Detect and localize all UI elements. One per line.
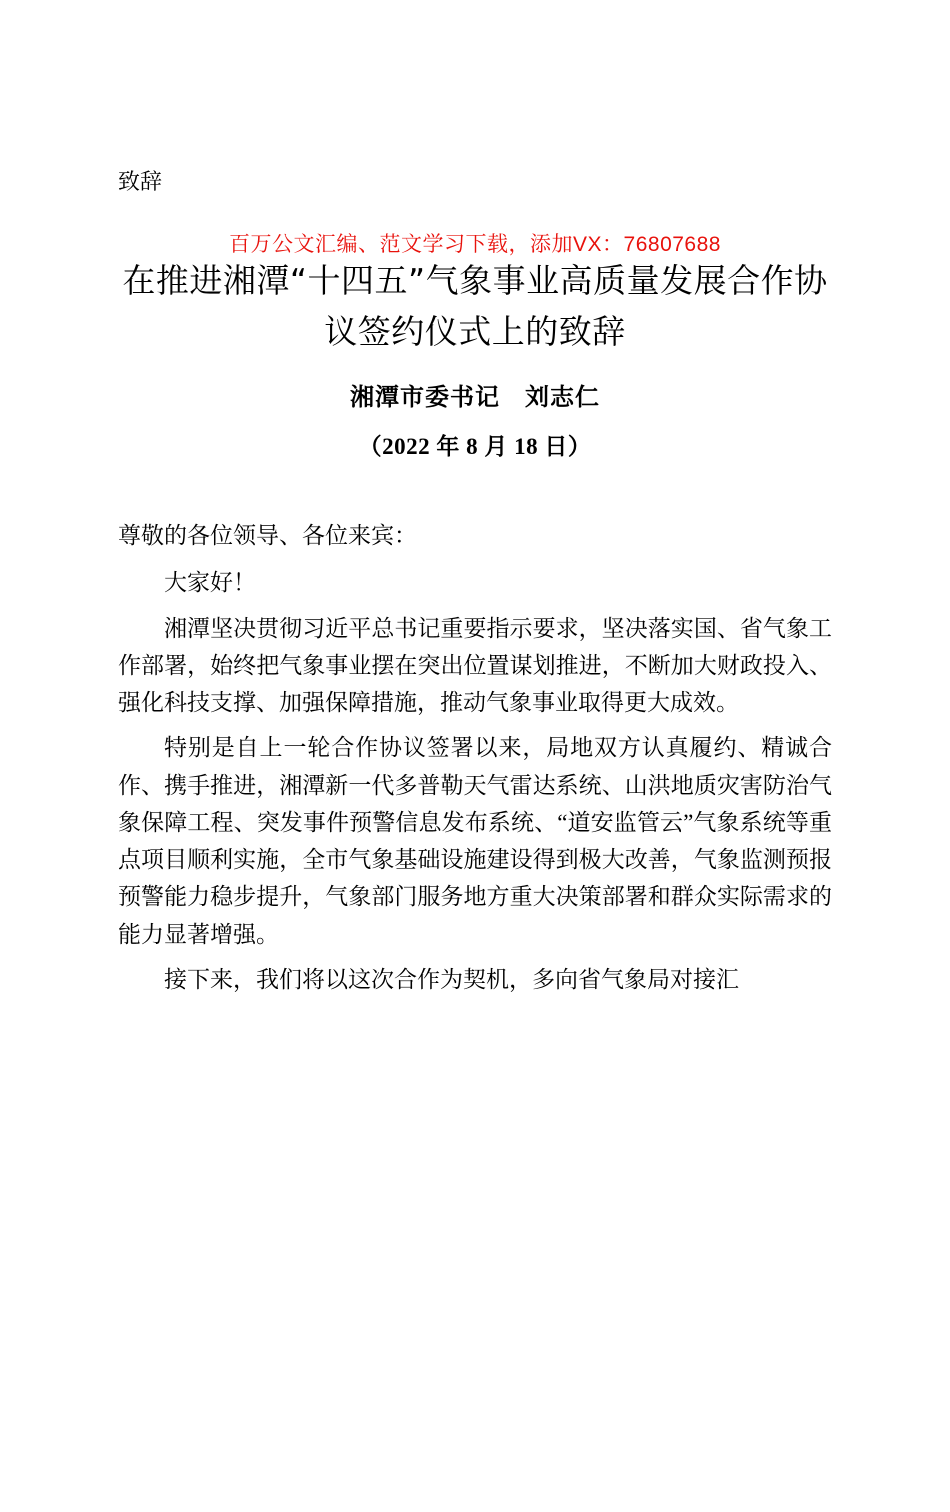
body-paragraph: 大家好！ <box>164 570 256 596</box>
body-paragraph: 特别是自上一轮合作协议签署以来，局地双方认真履约、精诚合作、携手推进，湘潭新一代多普勒天气雷达系统、山洪地质灾害防治气象保障工程、突发事件预警信息发布系统、“道安监管云”气象系统等重点项目顺利实施，全市气象基础设施建设得到极大改善，气象监测预报预警能力稳步提升，气象部门服务地方重大决策部署和群众实际需求的能力显著增强。 <box>118 735 832 947</box>
document-author: 湘潭市委书记 刘志仁 <box>350 383 600 412</box>
document-date: （2022 年 8 月 18 日） <box>358 434 592 460</box>
watermark-text: 百万公文汇编、范文学习下载，添加VX：76807688 <box>229 233 721 256</box>
document-page <box>0 168 950 1512</box>
body-paragraph: 湘潭坚决贯彻习近平总书记重要指示要求，坚决落实国、省气象工作部署，始终把气象事业摆在突出位置谋划推进，不断加大财政投入、强化科技支撑、加强保障措施，推动气象事业取得更大成效。 <box>118 615 832 716</box>
document-category-label: 致辞 <box>118 170 163 195</box>
body-paragraph: 接下来，我们将以这次合作为契机，多向省气象局对接汇 <box>164 966 739 992</box>
document-body <box>118 517 832 998</box>
page-title: 在推进湘潭“十四五”气象事业高质量发展合作协议签约仪式上的致辞 <box>122 260 828 351</box>
salutation-line: 尊敬的各位领导、各位来宾： <box>118 523 417 549</box>
